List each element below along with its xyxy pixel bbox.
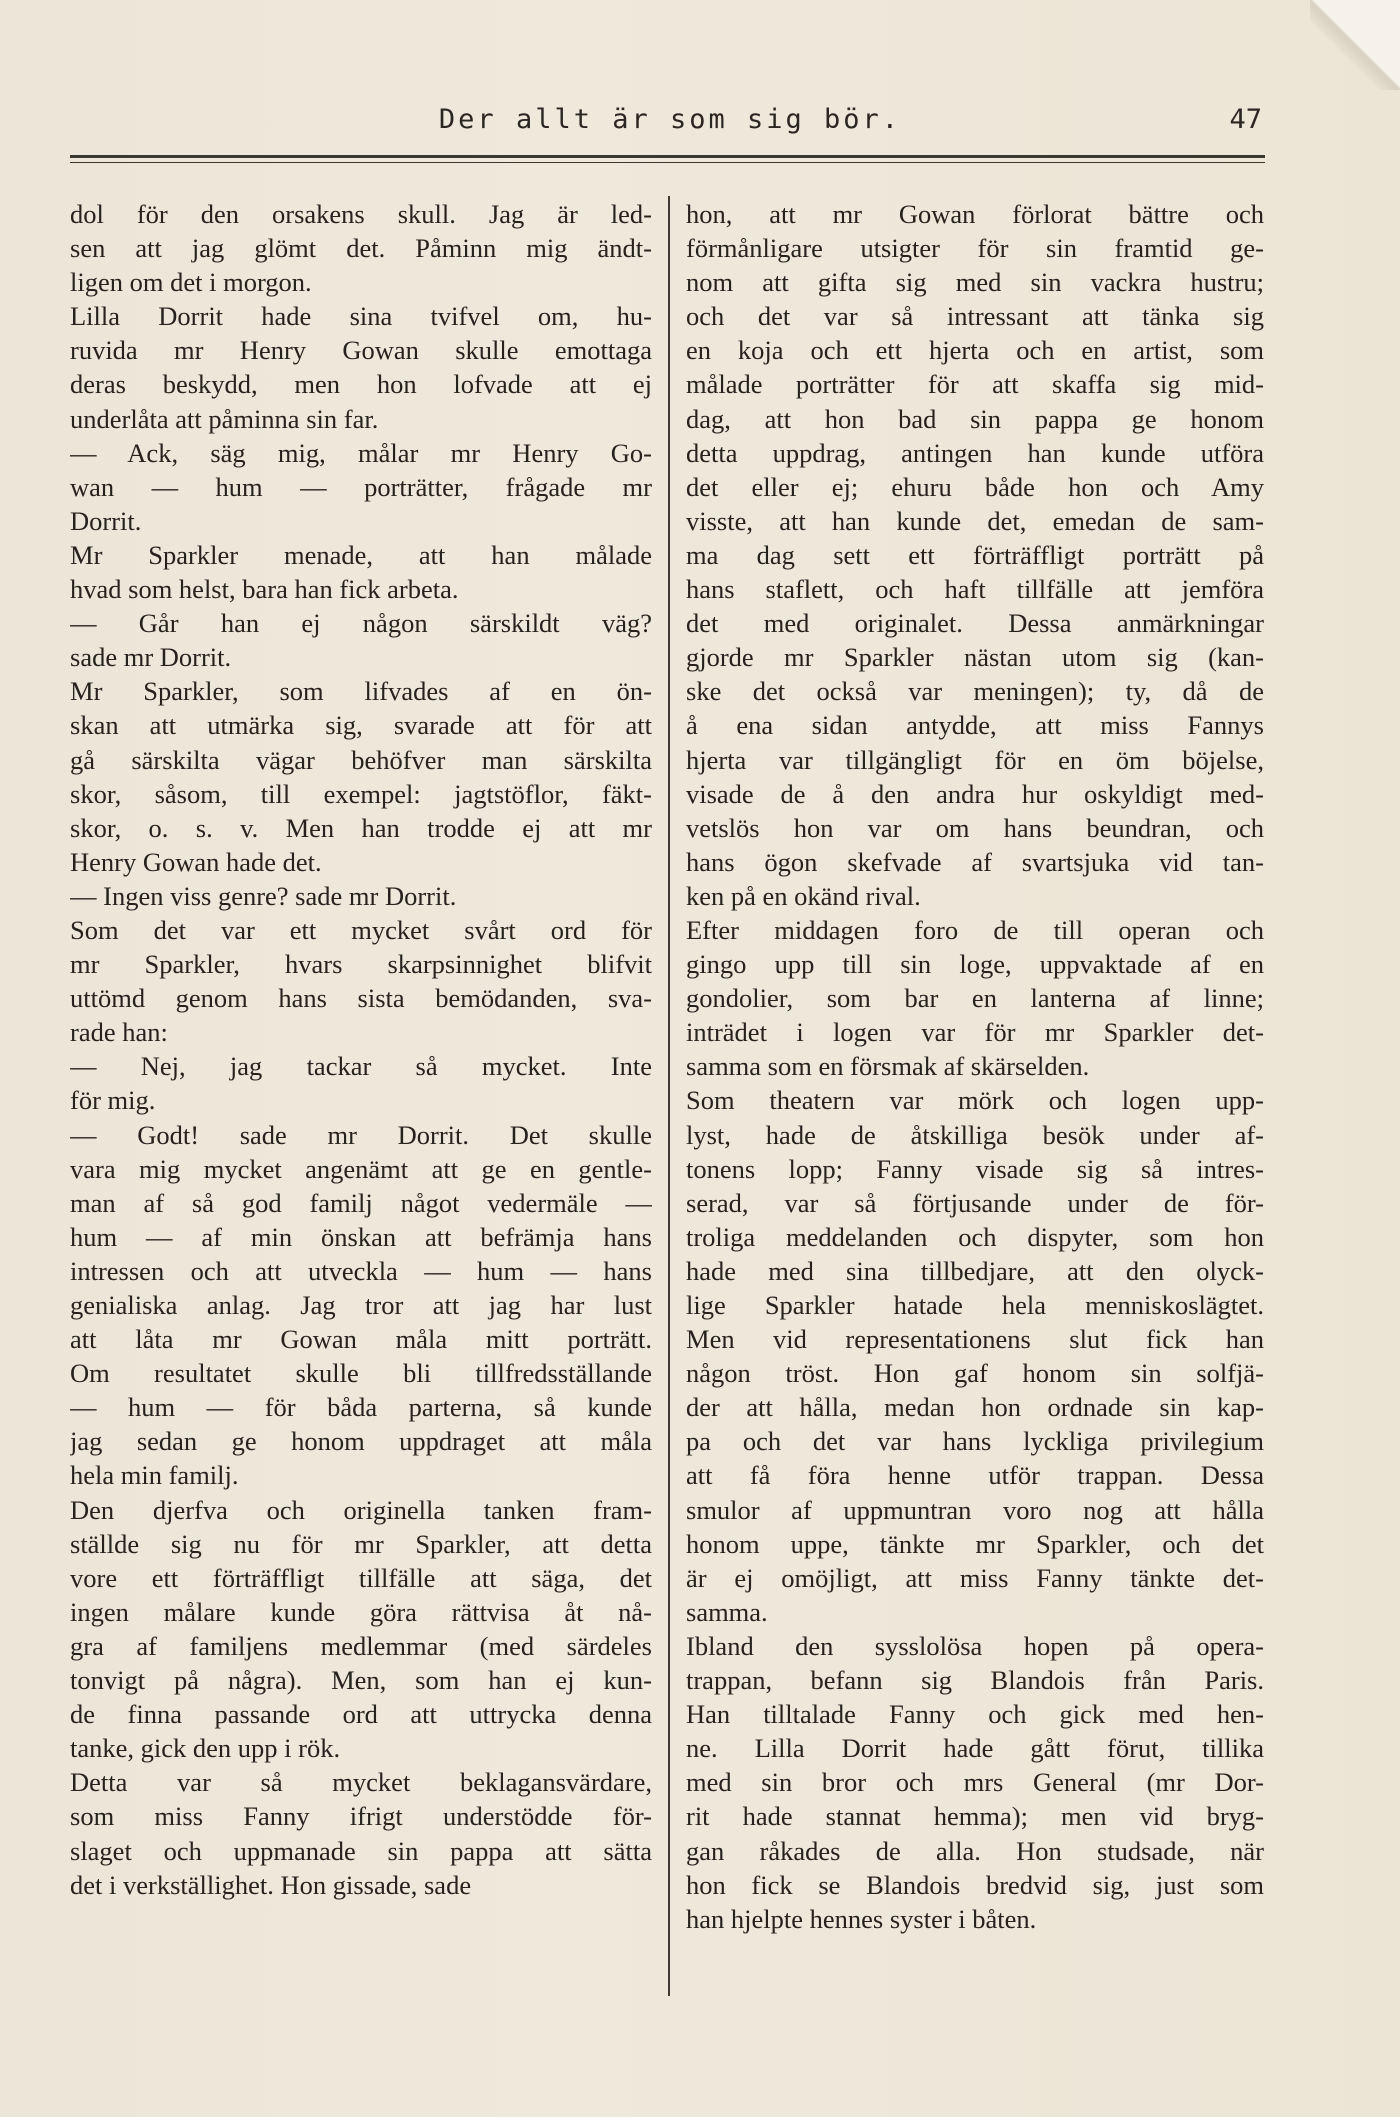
text-line: visste, att han kunde det, emedan de sam-: [686, 505, 1264, 536]
text-line: uttömd genom hans sista bemödanden, sva-: [70, 983, 652, 1014]
text-line: Han tilltalade Fanny och gick med hen-: [686, 1699, 1264, 1730]
text-line: hade med sina tillbedjare, att den olyck-: [686, 1255, 1264, 1286]
text-line: man af så god familj något vedermäle —: [70, 1187, 652, 1218]
right-text-column: [686, 197, 1264, 1936]
header-rule-thick: [70, 155, 1265, 158]
text-line: ingen målare kunde göra rättvisa åt nå-: [70, 1596, 652, 1627]
text-line: sen att jag glömt det. Påminn mig ändt-: [70, 233, 652, 264]
text-line: Mr Sparkler menade, att han målade: [70, 539, 652, 570]
text-line: det eller ej; ehuru både hon och Amy: [686, 471, 1264, 502]
text-line: att få föra henne utför trappan. Dessa: [686, 1460, 1264, 1491]
text-line: gondolier, som bar en lanterna af linne;: [686, 983, 1264, 1014]
text-line: lyst, hade de åtskilliga besök under af-: [686, 1119, 1264, 1150]
text-line: ken på en okänd rival.: [686, 880, 921, 911]
header-rule-thin: [70, 162, 1265, 163]
text-line: å ena sidan antydde, att miss Fannys: [686, 710, 1264, 741]
text-line: rade han:: [70, 1017, 168, 1048]
text-line: de finna passande ord att uttrycka denna: [70, 1699, 652, 1730]
text-line: troliga meddelanden och dispyter, som hon: [686, 1221, 1264, 1252]
text-line: med sin bror och mrs General (mr Dor-: [686, 1767, 1264, 1798]
text-line: pa och det var hans lyckliga privilegium: [686, 1426, 1264, 1457]
text-line: intressen och att utveckla — hum — hans: [70, 1255, 652, 1286]
text-line: hon, att mr Gowan förlorat bättre och: [686, 199, 1264, 229]
text-line: Mr Sparkler, som lifvades af en ön-: [70, 676, 652, 707]
text-line: gå särskilta vägar behöfver man särskilta: [70, 744, 652, 775]
text-line: — hum — för båda parterna, så kunde: [70, 1392, 652, 1423]
text-line: vetslös hon var om hans beundran, och: [686, 812, 1264, 843]
text-line: ställde sig nu för mr Sparkler, att detta: [70, 1528, 652, 1559]
text-line: Som det var ett mycket svårt ord för: [70, 914, 652, 945]
text-line: som miss Fanny ifrigt understödde för-: [70, 1801, 652, 1832]
text-line: skan att utmärka sig, svarade att för att: [70, 710, 652, 741]
text-line: ne. Lilla Dorrit hade gått förut, tillika: [686, 1733, 1264, 1764]
text-line: ligen om det i morgon.: [70, 267, 312, 298]
text-line: der att hålla, medan hon ordnade sin kap-: [686, 1392, 1264, 1423]
text-line: hvad som helst, bara han fick arbeta.: [70, 574, 459, 605]
text-line: hjerta var tillgängligt för en öm böjelse,: [686, 744, 1264, 775]
text-line: nom att gifta sig med sin vackra hustru;: [686, 267, 1264, 298]
text-line: det i verkställighet. Hon gissade, sade: [70, 1869, 472, 1900]
text-line: tonens lopp; Fanny visade sig så intres-: [686, 1153, 1264, 1184]
text-line: genialiska anlag. Jag tror att jag har lust: [70, 1290, 652, 1320]
text-line: rit hade stannat hemma); men vid bryg-: [686, 1801, 1264, 1832]
text-line: detta uppdrag, antingen han kunde utföra: [686, 437, 1264, 468]
text-line: hans ögon skefvade af svartsjuka vid tan-: [686, 846, 1264, 877]
text-line: deras beskydd, men hon lofvade att ej: [70, 369, 652, 400]
text-line: någon tröst. Hon gaf honom sin solfjä-: [686, 1358, 1264, 1389]
text-line: vore ett förträffligt tillfälle att säga, det: [70, 1562, 652, 1593]
text-line: förmånligare utsigter för sin framtid ge-: [686, 233, 1264, 264]
text-line: trappan, befann sig Blandois från Paris.: [686, 1665, 1264, 1696]
text-line: wan — hum — porträtter, frågade mr: [70, 471, 652, 502]
text-line: tonvigt på några). Men, som han ej kun-: [70, 1665, 652, 1696]
text-line: gra af familjens medlemmar (med särdeles: [70, 1630, 652, 1661]
text-line: ma dag sett ett förträffligt porträtt på: [686, 539, 1264, 570]
text-line: för mig.: [70, 1085, 156, 1116]
text-line: inträdet i logen var för mr Sparkler det-: [686, 1017, 1264, 1048]
text-line: Henry Gowan hade det.: [70, 846, 322, 877]
text-line: Som theatern var mörk och logen upp-: [686, 1085, 1264, 1116]
text-line: hans staflett, och haft tillfälle att jemföra: [686, 574, 1264, 605]
text-line: honom uppe, tänkte mr Sparkler, och det: [686, 1528, 1264, 1559]
text-line: Dorrit.: [70, 505, 142, 536]
text-line: samma.: [686, 1596, 768, 1627]
text-line: Lilla Dorrit hade sina tvifvel om, hu-: [70, 301, 652, 332]
text-line: underlåta att påminna sin far.: [70, 403, 379, 434]
text-line: ske det också var meningen); ty, då de: [686, 676, 1264, 707]
text-line: skor, såsom, till exempel: jagtstöflor, fäkt-: [70, 778, 652, 809]
text-line: skor, o. s. v. Men han trodde ej att mr: [70, 812, 652, 843]
folded-corner: [1310, 0, 1400, 90]
text-line: — Ingen viss genre? sade mr Dorrit.: [70, 880, 457, 911]
text-line: gingo upp till sin loge, uppvaktade af en: [686, 949, 1264, 980]
text-line: dol för den orsakens skull. Jag är led-: [70, 199, 652, 229]
text-line: mr Sparkler, hvars skarpsinnighet blifvit: [70, 949, 652, 980]
text-line: Den djerfva och originella tanken fram-: [70, 1494, 652, 1525]
column-divider: [668, 196, 670, 1996]
text-line: Ibland den sysslolösa hopen på opera-: [686, 1630, 1264, 1661]
text-line: lige Sparkler hatade hela menniskoslägtet.: [686, 1290, 1264, 1320]
text-line: vara mig mycket angenämt att ge en gentle-: [70, 1153, 652, 1184]
text-line: visade de å den andra hur oskyldigt med-: [686, 778, 1264, 809]
text-line: gjorde mr Sparkler nästan utom sig (kan-: [686, 642, 1264, 673]
page-header: [70, 104, 1270, 148]
running-title: Der allt är som sig bör.: [438, 104, 902, 135]
text-line: gan råkades de alla. Hon studsade, när: [686, 1835, 1264, 1866]
text-line: — Godt! sade mr Dorrit. Det skulle: [70, 1119, 652, 1150]
text-line: målade porträtter för att skaffa sig mid-: [686, 369, 1264, 400]
text-line: jag sedan ge honom uppdraget att måla: [70, 1426, 652, 1457]
text-line: Efter middagen foro de till operan och: [686, 914, 1264, 945]
text-line: hon fick se Blandois bredvid sig, just som: [686, 1869, 1264, 1900]
text-line: — Ack, säg mig, målar mr Henry Go-: [70, 437, 652, 468]
text-line: hum — af min önskan att befrämja hans: [70, 1221, 652, 1252]
text-line: sade mr Dorrit.: [70, 642, 232, 673]
text-line: Detta var så mycket beklagansvärdare,: [70, 1767, 652, 1798]
text-line: samma som en försmak af skärselden.: [686, 1051, 1090, 1082]
text-line: en koja och ett hjerta och en artist, som: [686, 335, 1264, 366]
text-line: serad, var så förtjusande under de för-: [686, 1187, 1264, 1218]
text-line: att låta mr Gowan måla mitt porträtt.: [70, 1324, 652, 1355]
text-line: hela min familj.: [70, 1460, 239, 1491]
text-line: ruvida mr Henry Gowan skulle emottaga: [70, 335, 652, 366]
page-number: 47: [1229, 104, 1262, 135]
text-line: dag, att hon bad sin pappa ge honom: [686, 403, 1264, 434]
text-line: Om resultatet skulle bli tillfredsställande: [70, 1358, 652, 1389]
text-line: det med originalet. Dessa anmärkningar: [686, 608, 1264, 639]
left-text-column: [70, 197, 652, 1902]
text-line: är ej omöjligt, att miss Fanny tänkte det-: [686, 1562, 1264, 1593]
text-line: smulor af uppmuntran voro nog att hålla: [686, 1494, 1264, 1525]
text-line: slaget och uppmanade sin pappa att sätta: [70, 1835, 652, 1866]
text-line: och det var så intressant att tänka sig: [686, 301, 1264, 332]
text-line: Men vid representationens slut fick han: [686, 1324, 1264, 1355]
text-line: — Nej, jag tackar så mycket. Inte: [70, 1051, 652, 1082]
text-line: — Går han ej någon särskildt väg?: [70, 608, 652, 639]
text-line: han hjelpte hennes syster i båten.: [686, 1903, 1037, 1934]
text-line: tanke, gick den upp i rök.: [70, 1733, 341, 1764]
